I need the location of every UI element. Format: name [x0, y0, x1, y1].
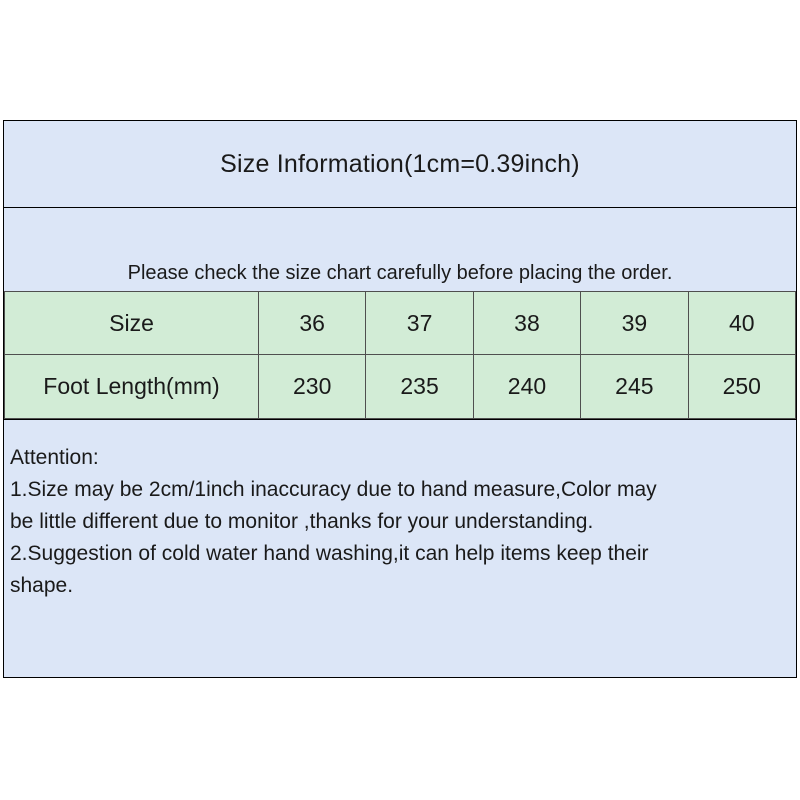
cell-size-37: 37	[366, 292, 473, 355]
cell-size-36: 36	[259, 292, 366, 355]
cell-size-38: 38	[473, 292, 580, 355]
attention-line-2: be little different due to monitor ,thanks for your understanding.	[10, 510, 594, 533]
row-header-size: Size	[5, 292, 259, 355]
cell-size-40: 40	[688, 292, 795, 355]
attention-line-3: 2.Suggestion of cold water hand washing,it can help items keep their	[10, 542, 649, 565]
card-note-row	[4, 208, 796, 291]
size-chart-table	[4, 291, 796, 419]
attention-section	[4, 419, 796, 677]
table-row	[5, 292, 796, 355]
cell-size-39: 39	[581, 292, 688, 355]
cell-foot-length-39: 245	[581, 355, 688, 419]
attention-line-1: 1.Size may be 2cm/1inch inaccuracy due to hand measure,Color may	[10, 478, 657, 501]
size-information-card	[3, 120, 797, 678]
card-title-row	[4, 121, 796, 208]
cell-foot-length-40: 250	[688, 355, 795, 419]
cell-foot-length-38: 240	[473, 355, 580, 419]
size-chart-note: Please check the size chart carefully before placing the order.	[127, 262, 673, 284]
row-header-foot-length: Foot Length(mm)	[5, 355, 259, 419]
cell-foot-length-36: 230	[259, 355, 366, 419]
page-title: Size Information(1cm=0.39inch)	[220, 149, 580, 178]
cell-foot-length-37: 235	[366, 355, 473, 419]
attention-line-4: shape.	[10, 574, 74, 597]
table-row	[5, 355, 796, 419]
attention-heading: Attention:	[10, 446, 99, 469]
